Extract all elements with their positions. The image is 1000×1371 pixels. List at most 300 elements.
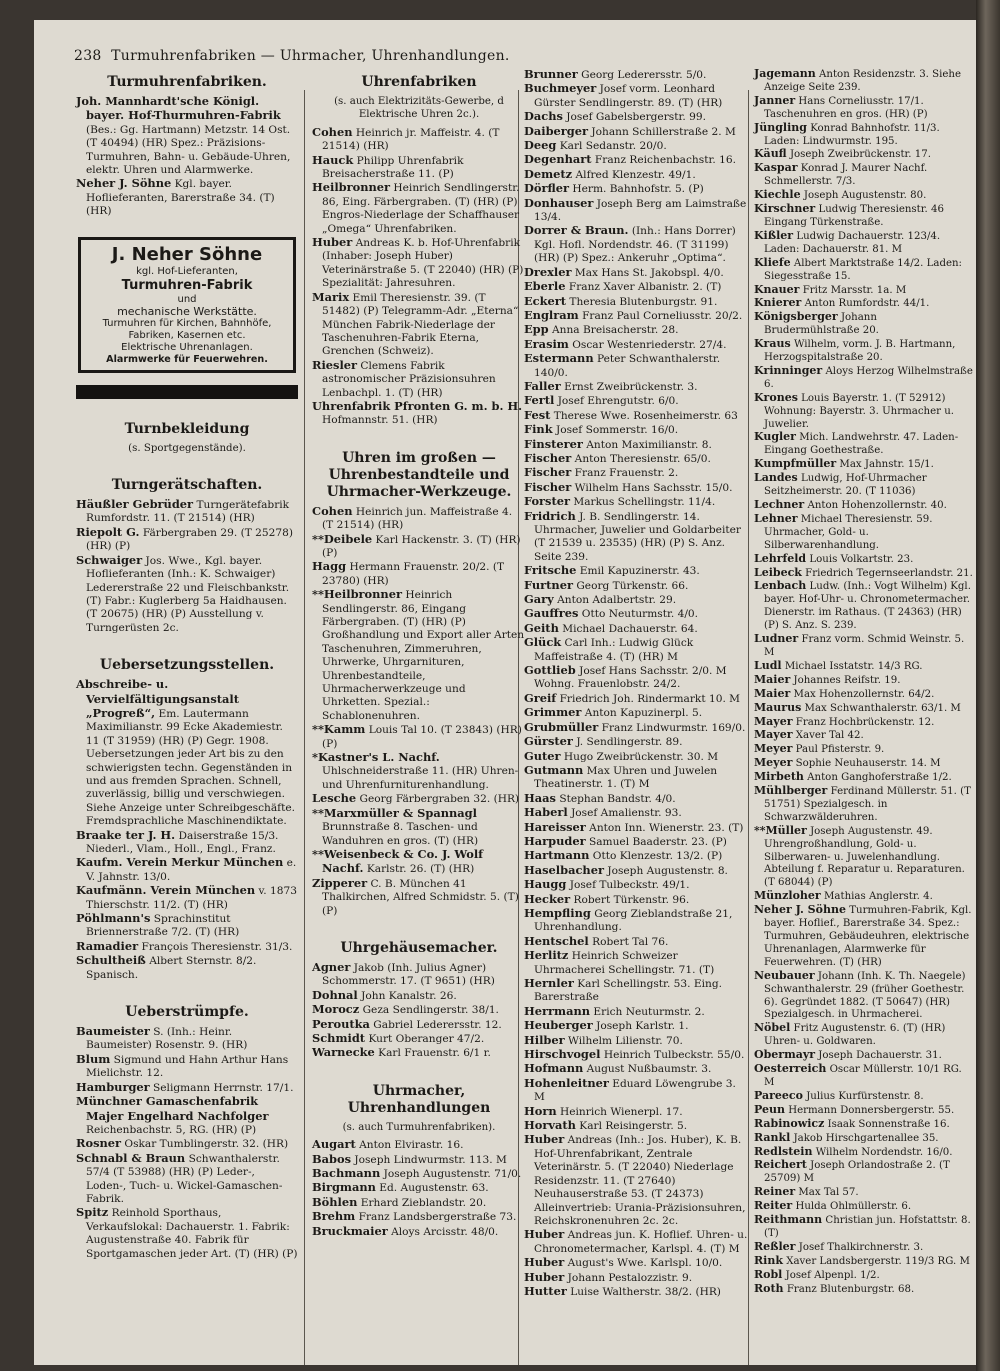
entry-details: Anton Ganghoferstraße 1/2. bbox=[807, 772, 952, 784]
entry-details: Heinrich Schweizer Uhrmacherei Schellingstr. 71. (T) bbox=[534, 950, 715, 976]
entry-details: S. (Inh.: Heinr. Baumeister) Rosenstr. 9. (HR) bbox=[86, 1026, 248, 1052]
directory-entry bbox=[524, 564, 748, 578]
section-heading: Turmuhrenfabriken. bbox=[107, 74, 267, 90]
entry-details: Eduard Löwengrube 3. M bbox=[534, 1077, 736, 1104]
directory-entry bbox=[76, 1025, 298, 1053]
entry-details: Friedrich Joh. Rindermarkt 10. M bbox=[559, 692, 741, 705]
entry-details: Peter Schwanthalerstr. 140/0. bbox=[534, 353, 721, 379]
entry-details: Schwanthalerstr. 57/4 (T 53988) (HR) (P) Leder-, Loden-, Tuch- u. Wickel-Gamaschen-Fabrik. bbox=[86, 1152, 283, 1205]
entry-name: Augart bbox=[312, 1137, 356, 1152]
directory-entry bbox=[524, 849, 748, 863]
entry-details: Anton Rumfordstr. 44/1. bbox=[804, 298, 930, 310]
entry-details: Reichenbachstr. 5, RG. (HR) (P) bbox=[86, 1123, 257, 1136]
entry-name: Riepolt G. bbox=[76, 524, 140, 539]
directory-entry bbox=[524, 835, 748, 849]
directory-entry bbox=[312, 181, 526, 236]
directory-page bbox=[34, 20, 980, 1365]
directory-entry bbox=[76, 554, 298, 635]
entry-details: Clemens Fabrik astronomischer Präzisionsuhren Lenbachpl. 1. (T) (HR) bbox=[322, 359, 496, 399]
entry-details: Therese Wwe. Rosenheimerstr. 63 bbox=[553, 409, 738, 422]
directory-entry bbox=[524, 622, 748, 636]
directory-entry bbox=[524, 224, 748, 265]
entry-details: Jakob (Inh. Julius Agner) Schommerstr. 17. (T 9651) (HR) bbox=[322, 961, 495, 988]
directory-entry bbox=[754, 1022, 974, 1049]
entry-details: Joseph Berg am Laimstraße 13/4. bbox=[534, 197, 747, 224]
directory-entry bbox=[524, 280, 748, 294]
section-heading: Uebersetzungsstellen. bbox=[99, 657, 275, 674]
entry-name: Schmidt bbox=[312, 1030, 366, 1045]
entry-name: Fridrich bbox=[524, 508, 576, 523]
entry-details: Karl Sedanstr. 20/0. bbox=[559, 140, 667, 153]
entry-details: Wilhelm Lilienstr. 70. bbox=[568, 1034, 683, 1047]
entry-name: Janner bbox=[754, 93, 796, 107]
entry-name: Ludl bbox=[754, 658, 782, 672]
directory-entry bbox=[312, 560, 526, 588]
entry-details: Joseph Orlandostraße 2. (T 25709) M bbox=[764, 1160, 950, 1185]
entry-details: Josef Tulbeckstr. 49/1. bbox=[569, 879, 690, 892]
entry-name: Knauer bbox=[754, 282, 800, 296]
entry-details: Franz Xaver Albanistr. 2. (T) bbox=[568, 281, 722, 294]
entry-name: Hofmann bbox=[524, 1061, 584, 1076]
entry-name: Peun bbox=[754, 1102, 785, 1116]
entry-details: Samuel Baaderstr. 23. (P) bbox=[588, 835, 727, 848]
entry-details: Michael Isstatstr. 14/3 RG. bbox=[784, 660, 923, 672]
entry-name: Maurus bbox=[754, 700, 802, 714]
directory-entry bbox=[754, 743, 974, 757]
entry-name: Hagg bbox=[312, 559, 347, 574]
directory-entry bbox=[754, 95, 974, 122]
directory-entry bbox=[312, 1046, 526, 1060]
section-note: (s. auch Elektrizitäts-Gewerbe, d Elektrische Uhren 2c.). bbox=[334, 96, 504, 121]
directory-entry bbox=[754, 1104, 974, 1118]
entry-name: Greif bbox=[524, 690, 557, 705]
directory-entry bbox=[312, 1138, 526, 1152]
entry-name: Englram bbox=[524, 307, 579, 322]
entry-name: Epp bbox=[524, 322, 549, 337]
entry-details: Oskar Tumblingerstr. 32. (HR) bbox=[124, 1138, 289, 1151]
directory-entry bbox=[524, 309, 748, 323]
directory-entry bbox=[524, 295, 748, 309]
entry-details: Heinrich jr. Maffeistr. 4. (T 21514) (HR) bbox=[322, 126, 500, 153]
entry-name: Maier bbox=[754, 686, 791, 700]
directory-entry bbox=[754, 122, 974, 149]
section-heading: Uhren im großen — Uhrenbestandteile und Uhrmacher-Werkzeuge. bbox=[326, 449, 512, 500]
directory-entry bbox=[524, 692, 748, 706]
entry-name: Fertl bbox=[524, 393, 555, 408]
entry-details: Geza Sendlingerstr. 38/1. bbox=[362, 1004, 499, 1017]
directory-entry bbox=[312, 723, 526, 751]
directory-entry bbox=[312, 126, 526, 154]
entry-name: Riesler bbox=[312, 357, 358, 372]
directory-entry bbox=[312, 1181, 526, 1195]
directory-entry bbox=[524, 721, 748, 735]
directory-entry bbox=[524, 735, 748, 749]
directory-entry bbox=[312, 961, 526, 989]
entry-details: Brunnstraße 8. Taschen- und Wanduhren en gros. (T) (HR) bbox=[322, 821, 479, 847]
entry-name: Braake ter J. H. bbox=[76, 827, 176, 842]
directory-entry bbox=[524, 323, 748, 337]
entry-details: Em. Lautermann Maximilianstr. 99 Ecke Akademiestr. 11 (T 31959) (HR) (P) Gegr. 1908. Uebersetzungen jeder Art bis zu den schwierigsten techn. Gegenständen in und aus fremden Sprachen. Schnell, zuverlässig, billig und verschwiegen. Siehe Anzeige unter Schreibgeschäfte. Fremdsprachliche Maschinendiktate. bbox=[86, 707, 295, 828]
entry-name: *Kastner's L. Nachf. bbox=[312, 750, 440, 765]
entry-details: Herm. Bahnhofstr. 5. (P) bbox=[572, 183, 704, 196]
entry-name: Knierer bbox=[754, 296, 802, 310]
entry-name: Kliefe bbox=[754, 255, 791, 269]
entry-name: Cohen bbox=[312, 124, 353, 139]
entry-name: **Müller bbox=[754, 823, 807, 837]
entry-name: Rankl bbox=[754, 1130, 791, 1144]
entry-name: Huber bbox=[524, 1132, 565, 1147]
entry-details: August Nußbaumstr. 3. bbox=[586, 1063, 712, 1076]
column-2 bbox=[312, 68, 526, 1239]
entry-name: Donhauser bbox=[524, 195, 594, 210]
entry-name: Meyer bbox=[754, 756, 793, 770]
entry-details: Oscar Westenriederstr. 27/4. bbox=[572, 338, 727, 351]
entry-details: Michael Dachauerstr. 64. bbox=[562, 622, 698, 635]
directory-entry bbox=[524, 338, 748, 352]
directory-entry bbox=[524, 949, 748, 977]
ad-footer: Alarmwerke für Feuerwehren. bbox=[106, 353, 268, 365]
entry-name: Fest bbox=[524, 407, 551, 422]
directory-entry bbox=[754, 338, 974, 365]
entry-details: Heinrich jun. Maffeistraße 4. (T 21514) (HR) bbox=[322, 505, 513, 532]
directory-entry bbox=[524, 1105, 748, 1119]
entry-details: August's Wwe. Karlspl. 10/0. bbox=[567, 1257, 723, 1270]
entry-details: Paul Pfisterstr. 9. bbox=[795, 744, 885, 756]
directory-entry bbox=[312, 154, 526, 182]
directory-entry bbox=[754, 567, 974, 581]
entry-name: Warnecke bbox=[312, 1045, 375, 1060]
entry-name: Grubmüller bbox=[524, 719, 599, 734]
entry-details: Albert Marktstraße 14/2. Laden: Siegesstraße 15. bbox=[764, 257, 962, 282]
directory-entry bbox=[754, 1269, 974, 1283]
entry-name: **Marxmüller & Spannagl bbox=[312, 805, 477, 820]
directory-entry bbox=[312, 400, 526, 428]
directory-entry bbox=[754, 297, 974, 311]
entry-name: Babos bbox=[312, 1151, 351, 1166]
directory-entry bbox=[524, 806, 748, 820]
entry-details: Joseph Karlstr. 1. bbox=[596, 1020, 689, 1033]
entry-details: Julius Kurfürstenstr. 8. bbox=[806, 1090, 924, 1102]
directory-entry bbox=[312, 359, 526, 400]
decorative-bar bbox=[76, 385, 298, 399]
entry-name: Schultheiß bbox=[76, 953, 146, 968]
directory-entry bbox=[76, 856, 298, 884]
directory-entry bbox=[524, 1005, 748, 1019]
entry-name: Reiter bbox=[754, 1199, 793, 1213]
directory-entry bbox=[524, 266, 748, 280]
directory-entry bbox=[754, 688, 974, 702]
directory-entry bbox=[524, 750, 748, 764]
directory-entry bbox=[754, 284, 974, 298]
entry-details: (Bes.: Gg. Hartmann) Metzstr. 14 Ost. (T 40494) (HR) Spez.: Präzisions-Turmuhren, Bahn- u. Gebäude-Uhren, elektr. Uhren und Alarmwerke. bbox=[86, 123, 291, 177]
entry-details: Franz Lindwurmstr. 169/0. bbox=[601, 721, 746, 734]
entry-details: (Inh.: Hans Dorrer) Kgl. Hofl. Nordendstr. 46. (T 31199) (HR) (P) Spez.: Ankeruhr „Optima“. bbox=[534, 225, 736, 265]
directory-entry bbox=[754, 1255, 974, 1269]
section-heading: Uhrenfabriken bbox=[361, 74, 477, 90]
entry-details: Kurt Oberanger 47/2. bbox=[368, 1032, 485, 1045]
entry-name: Mayer bbox=[754, 714, 793, 728]
entry-details: Andreas K. b. Hof-Uhrenfabrik (Inhaber: Joseph Huber) Veterinärstraße 5. (T 22040) (HR) (P) Spezialität: Jahresuhren. bbox=[322, 237, 524, 290]
entry-name: Brunner bbox=[524, 67, 578, 81]
directory-entry bbox=[524, 352, 748, 380]
entry-name: Neher J. Söhne bbox=[754, 903, 846, 917]
entry-name: Gutmann bbox=[524, 762, 584, 777]
entry-name: Joh. Mannhardt'sche Königl. bayer. Hof-Thurmuhren-Fabrik bbox=[76, 94, 281, 123]
directory-entry bbox=[524, 607, 748, 621]
entry-details: Jakob Hirschgartenallee 35. bbox=[793, 1132, 939, 1144]
directory-entry bbox=[76, 678, 298, 828]
entry-details: Daiserstraße 15/3. Niederl., Vlam., Holl., Engl., Franz. bbox=[86, 829, 279, 855]
entry-name: Geith bbox=[524, 620, 559, 635]
directory-entry bbox=[524, 1077, 748, 1105]
entry-details: Josef Amalienstr. 93. bbox=[571, 807, 682, 820]
directory-entry bbox=[312, 751, 526, 792]
entry-name: Rosner bbox=[76, 1136, 122, 1151]
entry-details: Georg Zieblandstraße 21, Uhrenhandlung. bbox=[534, 907, 733, 934]
entry-details: Seligmann Herrnstr. 17/1. bbox=[153, 1081, 294, 1094]
entry-name: Baumeister bbox=[76, 1024, 150, 1039]
entry-name: Ramadier bbox=[76, 938, 139, 953]
entry-details: Reinhold Sporthaus, Verkaufslokal: Dachauerstr. 1. Fabrik: Augustenstraße 40. Fabrik für Sportgamaschen jeder Art. (T) (HR) (P) bbox=[86, 1207, 298, 1260]
entry-name: Lenbach bbox=[754, 579, 807, 593]
directory-entry bbox=[754, 580, 974, 633]
directory-entry bbox=[312, 505, 526, 533]
entry-name: Reithmann bbox=[754, 1213, 823, 1227]
entry-name: Erasim bbox=[524, 336, 569, 351]
entry-details: Franz Blutenburgstr. 68. bbox=[786, 1283, 915, 1295]
directory-entry bbox=[754, 203, 974, 230]
directory-entry bbox=[524, 197, 748, 225]
entry-details: Max Hohenzollernstr. 64/2. bbox=[793, 688, 935, 700]
entry-details: Georg Türkenstr. 66. bbox=[576, 579, 689, 592]
entry-details: Turngerätefabrik Rumfordstr. 11. (T 21514) (HR) bbox=[86, 499, 290, 525]
entry-details: Joseph Zweibrückenstr. 17. bbox=[789, 149, 931, 161]
directory-entry bbox=[524, 907, 748, 935]
directory-entry bbox=[312, 1196, 526, 1210]
entry-details: Josef Alpenpl. 1/2. bbox=[785, 1269, 880, 1281]
entry-details: Joseph Lindwurmstr. 113. M bbox=[354, 1153, 507, 1166]
directory-entry bbox=[76, 95, 298, 177]
entry-name: Abschreibe- u. Vervielfältigungsanstalt „Progreß“, bbox=[76, 677, 239, 720]
directory-entry bbox=[524, 466, 748, 480]
entry-details: Hofmannstr. 51. (HR) bbox=[322, 414, 438, 427]
section-heading: Uhrmacher, Uhrenhandlungen bbox=[347, 1082, 491, 1116]
entry-details: Johann (Inh. K. Th. Naegele) Schwanthalerstr. 29 (früher Goethestr. 6). Gegründet 1882. (T 50647) (HR) Spezialgesch. in Uhrmacherei. bbox=[764, 970, 966, 1021]
entry-name: Robl bbox=[754, 1267, 783, 1281]
entry-name: Hirschvogel bbox=[524, 1047, 601, 1062]
directory-entry bbox=[312, 848, 526, 877]
entry-details: Gabriel Lederersstr. 12. bbox=[373, 1018, 502, 1031]
directory-entry bbox=[312, 807, 526, 848]
directory-entry bbox=[754, 702, 974, 716]
entry-details: Wilhelm, vorm. J. B. Hartmann, Herzogspitalstraße 20. bbox=[764, 339, 956, 364]
column-1 bbox=[76, 68, 298, 1261]
entry-details: Anton Elvirastr. 16. bbox=[359, 1139, 464, 1152]
directory-entry bbox=[754, 499, 974, 513]
entry-details: Franz Frauenstr. 2. bbox=[574, 467, 679, 480]
entry-details: Markus Schellingstr. 11/4. bbox=[573, 496, 716, 509]
entry-details: Wilhelm Nordendstr. 16/0. bbox=[815, 1146, 953, 1158]
entry-name: Kumpfmüller bbox=[754, 457, 837, 471]
directory-entry bbox=[524, 878, 748, 892]
entry-details: e. V. Jahnstr. 13/0. bbox=[86, 857, 297, 883]
section-note: (s. auch Turmuhrenfabriken). bbox=[342, 1121, 496, 1133]
entry-details: Joseph Augustenstr. 80. bbox=[803, 190, 927, 202]
running-head bbox=[74, 48, 510, 64]
entry-details: Anton Inn. Wienerstr. 23. (T) bbox=[589, 821, 744, 834]
directory-entry bbox=[76, 1152, 298, 1207]
entry-details: Turmuhren-Fabrik, Kgl. bayer. Hoflief., Barerstraße 34. Spez.: Turmuhren, Gebäudeuhren, elektrische Uhrenanlagen, Alarmwerke für Feuerwehren. (T) (HR) bbox=[764, 905, 972, 968]
entry-name: Käufl bbox=[754, 147, 787, 161]
entry-details: Theresia Blutenburgstr. 91. bbox=[569, 295, 718, 308]
entry-name: Gauffres bbox=[524, 606, 579, 621]
entry-details: Max Jahnstr. 15/1. bbox=[839, 459, 934, 471]
entry-name: Buchmeyer bbox=[524, 81, 597, 96]
directory-entry bbox=[524, 423, 748, 437]
entry-name: Deeg bbox=[524, 138, 557, 153]
directory-entry bbox=[754, 1241, 974, 1255]
entry-details: Josef Hans Sachsstr. 2/0. M Wohng. Frauenlobstr. 24/2. bbox=[534, 665, 727, 691]
entry-name: Leibeck bbox=[754, 565, 802, 579]
directory-entry bbox=[754, 890, 974, 904]
entry-details: Hugo Zweibrückenstr. 30. M bbox=[563, 750, 719, 763]
entry-name: Münchner Gamaschenfabrik Majer Engelhard Nachfolger bbox=[76, 1094, 269, 1123]
directory-entry bbox=[754, 1200, 974, 1214]
entry-details: Färbergraben 29. (T 25278) (HR) (P) bbox=[86, 526, 293, 553]
entry-details: Erhard Zieblandstr. 20. bbox=[360, 1196, 487, 1209]
directory-entry bbox=[524, 139, 748, 153]
entry-details: Johannes Reifstr. 19. bbox=[793, 674, 901, 686]
entry-details: Ludwig Theresienstr. 46 Eingang Türkenstraße. bbox=[764, 204, 944, 228]
directory-entry bbox=[754, 1283, 974, 1297]
directory-entry bbox=[754, 311, 974, 338]
entry-details: Friedrich Tegernseerlandstr. 21. bbox=[805, 567, 973, 579]
entry-name: Lehner bbox=[754, 511, 798, 525]
entry-details: Uhlschneiderstraße 11. (HR) Uhren- und Uhrenfurniturenhandlung. bbox=[322, 765, 519, 791]
entry-name: Kugler bbox=[754, 430, 796, 444]
entry-name: Hamburger bbox=[76, 1079, 150, 1094]
directory-entry bbox=[524, 168, 748, 182]
entry-name: Hecker bbox=[524, 891, 571, 906]
entry-name: **Kamm bbox=[312, 722, 366, 737]
entry-name: Jüngling bbox=[754, 120, 807, 134]
directory-entry bbox=[312, 1003, 526, 1017]
entry-name: Dörfler bbox=[524, 181, 570, 196]
section-note: (s. Sportgegenstände). bbox=[128, 442, 246, 454]
directory-entry bbox=[312, 1210, 526, 1224]
entry-details: Joseph Dachauerstr. 31. bbox=[818, 1050, 942, 1062]
ad-line: Turmuhren für Kirchen, Bahnhöfe, Fabriken, Kasernen etc. bbox=[102, 317, 272, 341]
advertisement-box bbox=[78, 237, 296, 373]
entry-details: Josef Thalkirchnerstr. 3. bbox=[798, 1241, 924, 1253]
entry-name: Faller bbox=[524, 378, 561, 393]
entry-name: Horvath bbox=[524, 1118, 576, 1133]
entry-details: Karl Reisingerstr. 5. bbox=[579, 1120, 688, 1133]
entry-name: Meyer bbox=[754, 742, 793, 756]
entry-details: Isaak Sonnenstraße 16. bbox=[827, 1118, 950, 1130]
entry-details: John Kanalstr. 26. bbox=[361, 989, 457, 1002]
entry-name: Landes bbox=[754, 471, 798, 485]
entry-details: Ferdinand Müllerstr. 51. (T 51751) Spezialgesch. in Schwarzwälderuhren. bbox=[764, 786, 971, 823]
entry-name: Huber bbox=[312, 235, 353, 250]
entry-name: Dachs bbox=[524, 109, 563, 124]
directory-entry bbox=[754, 825, 974, 891]
directory-entry bbox=[754, 1049, 974, 1063]
directory-entry bbox=[312, 588, 526, 723]
entry-name: Schwaiger bbox=[76, 552, 143, 567]
entry-name: Huber bbox=[524, 1269, 565, 1284]
entry-details: Kgl. bayer. Hoflieferanten, Barerstraße 34. (T) (HR) bbox=[86, 178, 275, 218]
directory-entry bbox=[754, 904, 974, 970]
entry-name: Lesche bbox=[312, 791, 357, 806]
directory-entry bbox=[754, 513, 974, 553]
entry-details: Philipp Uhrenfabrik Breisacherstraße 11. (P) bbox=[322, 154, 464, 181]
entry-name: Jagemann bbox=[754, 67, 816, 80]
directory-entry bbox=[754, 1063, 974, 1090]
section-heading: Turngerätschaften. bbox=[111, 477, 263, 494]
directory-entry bbox=[524, 1256, 748, 1270]
directory-entry bbox=[754, 757, 974, 771]
entry-name: Obermayr bbox=[754, 1048, 816, 1062]
entry-name: Birgmann bbox=[312, 1180, 376, 1195]
directory-entry bbox=[754, 716, 974, 730]
entry-name: Reiner bbox=[754, 1185, 796, 1199]
directory-entry bbox=[754, 771, 974, 785]
entry-name: Morocz bbox=[312, 1002, 360, 1017]
entry-details: Ed. Augustenstr. 63. bbox=[379, 1182, 489, 1195]
entry-details: Xaver Landsbergerstr. 119/3 RG. M bbox=[786, 1255, 970, 1267]
entry-details: Ludw. (Inh.: Vogt Wilhelm) Kgl. bayer. Hof-Uhr- u. Chronometermacher. Dienerstr. im Rathaus. (T 24363) (HR) (P) S. Anz. S. 239. bbox=[764, 581, 971, 632]
directory-entry bbox=[524, 1271, 748, 1285]
entry-details: Josef Ehrengutstr. 6/0. bbox=[557, 395, 679, 408]
entry-name: Reßler bbox=[754, 1239, 796, 1253]
directory-entry bbox=[524, 579, 748, 593]
directory-entry bbox=[524, 864, 748, 878]
entry-details: Michael Theresienstr. 59. Uhrmacher, Gold- u. Silberwarenhandlung. bbox=[764, 513, 933, 551]
section-heading: Uhrgehäusemacher. bbox=[340, 939, 498, 956]
entry-name: Kißler bbox=[754, 228, 794, 242]
entry-details: Karl Schellingstr. 53. Eing. Barerstraße bbox=[534, 978, 722, 1004]
book-binding bbox=[976, 0, 1000, 1371]
entry-details: Anton Adalbertstr. 29. bbox=[557, 594, 677, 607]
entry-name: Forster bbox=[524, 494, 570, 509]
directory-entry bbox=[524, 438, 748, 452]
entry-name: Schnabl & Braun bbox=[76, 1150, 186, 1165]
directory-entry bbox=[524, 1133, 748, 1228]
directory-entry bbox=[754, 148, 974, 162]
entry-name: Gürster bbox=[524, 734, 573, 749]
entry-name: Drexler bbox=[524, 264, 572, 279]
entry-name: Grimmer bbox=[524, 705, 582, 720]
ad-line: Elektrische Uhrenanlagen. bbox=[121, 341, 253, 353]
entry-details: Max Tal 57. bbox=[798, 1187, 859, 1199]
directory-entry bbox=[524, 792, 748, 806]
entry-name: Uhrenfabrik Pfronten G. m. b. H. bbox=[312, 398, 523, 413]
directory-entry bbox=[76, 177, 298, 218]
entry-name: Harpuder bbox=[524, 833, 586, 848]
entry-details: Aloys Herzog Wilhelmstraße 6. bbox=[764, 365, 973, 390]
directory-entry bbox=[754, 257, 974, 284]
entry-details: Mathias Anglerstr. 4. bbox=[823, 891, 933, 903]
entry-details: J. Sendlingerstr. 89. bbox=[576, 736, 683, 749]
entry-name: Fischer bbox=[524, 479, 572, 494]
entry-name: Neubauer bbox=[754, 968, 815, 982]
entry-name: Nöbel bbox=[754, 1021, 791, 1035]
section-heading: Ueberstrümpfe. bbox=[125, 1004, 249, 1021]
directory-entry bbox=[312, 1153, 526, 1167]
directory-entry bbox=[754, 365, 974, 392]
entry-name: Reichert bbox=[754, 1158, 807, 1172]
